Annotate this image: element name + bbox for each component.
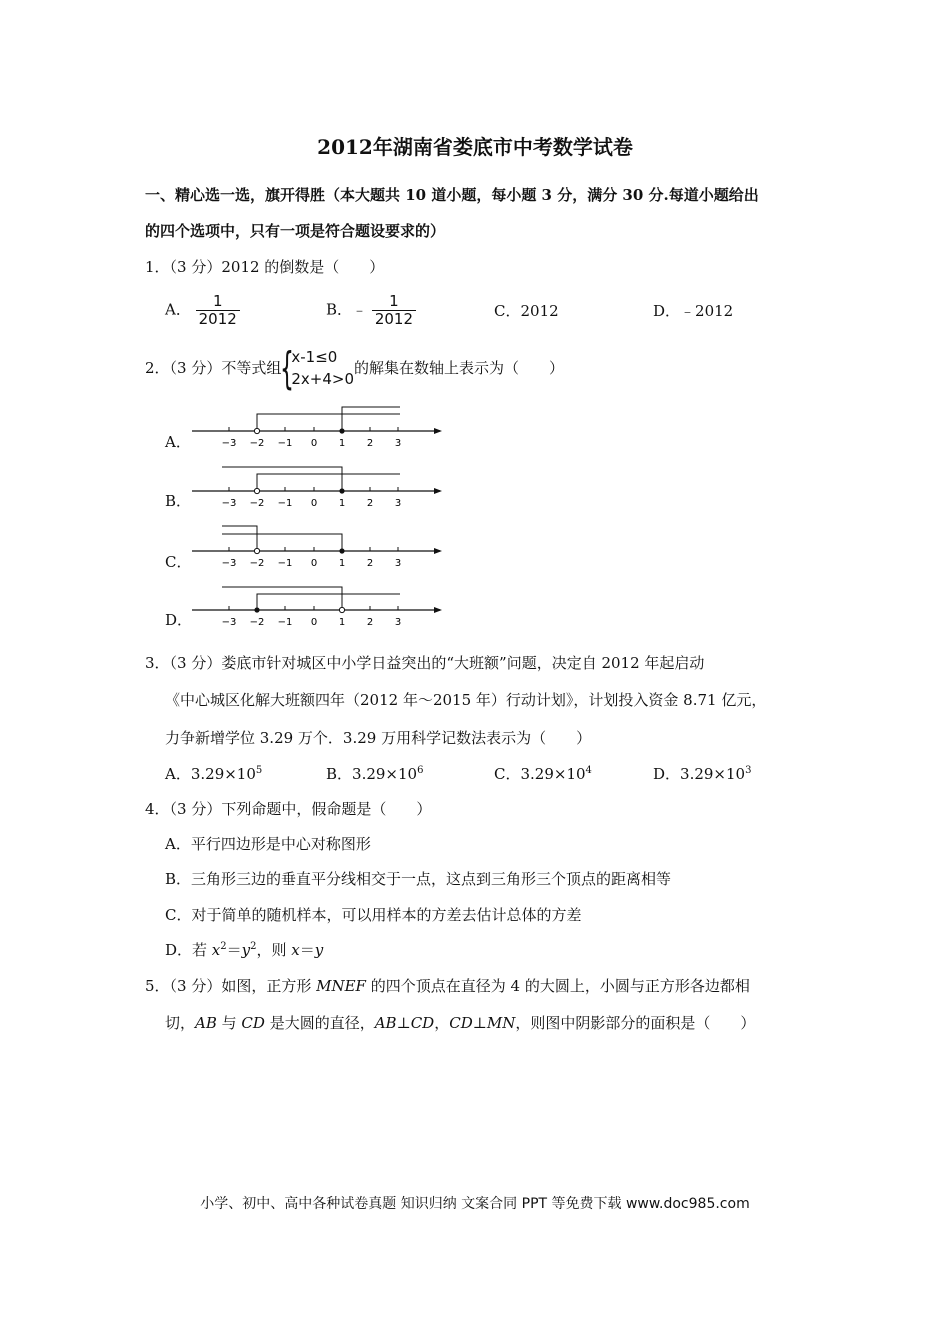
q5-ab2: AB — [374, 1014, 397, 1032]
q3-d-base: D．3.29×10 — [653, 765, 746, 783]
q1-a-fraction — [196, 293, 240, 328]
q2-inequality-1: x-1≤0 — [291, 348, 338, 366]
tick-label: 3 — [394, 498, 402, 509]
footer: 小学、初中、高中各种试卷真题 知识归纳 文案合同 PPT 等免费下载 www.doc985.com — [200, 1196, 750, 1212]
number-line-c — [190, 522, 450, 578]
q1-option-c: C．2012 — [494, 302, 559, 320]
q4-stem: 4．（3 分）下列命题中，假命题是（ ） — [145, 800, 432, 818]
number-line-b — [190, 462, 450, 518]
q5-ab: AB — [195, 1014, 217, 1032]
q1-b-denominator: 2012 — [374, 310, 414, 328]
tick-label: 3 — [394, 558, 402, 569]
number-line-a — [190, 402, 450, 458]
tick-label: −1 — [277, 498, 293, 509]
tick-label: −1 — [277, 558, 293, 569]
tick-label: −1 — [277, 438, 293, 449]
q1-b-fraction — [372, 293, 416, 328]
q4-d-x2: x — [291, 941, 300, 959]
q4-d-x: x — [211, 941, 221, 959]
q2-inequality-2: 2x+4>0 — [291, 370, 355, 388]
tick-label: 1 — [338, 438, 346, 449]
tick-label: 3 — [394, 617, 402, 628]
q5-mid: 是大圆的直径， — [264, 1014, 375, 1032]
q1-option-b — [326, 293, 416, 328]
tick-label: 2 — [366, 558, 374, 569]
tick-label: 0 — [310, 617, 318, 628]
q3-b-base: B．3.29×10 — [326, 765, 418, 783]
q3-option-b — [326, 763, 423, 784]
q5-line2 — [165, 1012, 755, 1033]
tick-label: −3 — [221, 558, 237, 569]
q4-d-eq2: ＝ — [299, 941, 315, 959]
q3-c-base: C．3.29×10 — [494, 765, 586, 783]
q4-option-b: B．三角形三边的垂直平分线相交于一点，这点到三角形三个顶点的距离相等 — [165, 870, 672, 888]
q2-option-a-label: A． — [165, 433, 191, 451]
page-title: 2012年湖南省娄底市中考数学试卷 — [317, 135, 633, 159]
tick-label: 1 — [338, 498, 346, 509]
q1-b-label: B． — [326, 300, 353, 319]
q5-line2-prefix: 切， — [165, 1014, 196, 1032]
tick-label: 2 — [366, 617, 374, 628]
q5-line1 — [145, 975, 750, 996]
q4-d-exp2: 2 — [250, 941, 257, 952]
q2-brace: { — [280, 343, 295, 394]
q1-b-numerator: 1 — [372, 293, 416, 311]
tick-label: −1 — [277, 617, 293, 628]
tick-label: 1 — [338, 558, 346, 569]
q3-line3: 力争新增学位 3.29 万个．3.29 万用科学记数法表示为（ ） — [165, 729, 592, 747]
q2-option-c-label: C． — [165, 553, 192, 571]
q3-option-a — [165, 763, 262, 784]
q4-option-a: A．平行四边形是中心对称图形 — [165, 835, 371, 853]
q5-line2-suffix: ，则图中阴影部分的面积是（ ） — [515, 1014, 756, 1032]
q3-c-exponent: 4 — [585, 765, 592, 776]
q2-prefix: 2．（3 分）不等式组 — [145, 359, 282, 377]
q3-a-base: A．3.29×10 — [165, 765, 256, 783]
section-heading-line2: 的四个选项中，只有一项是符合题设要求的） — [145, 222, 446, 240]
tick-label: 3 — [394, 438, 402, 449]
q2-stem — [145, 343, 565, 394]
number-line-d — [190, 581, 450, 637]
q5-cd: CD — [241, 1014, 265, 1032]
tick-label: −2 — [249, 558, 265, 569]
q1-option-d: D．﹣2012 — [653, 302, 734, 320]
q4-d-prefix: D．若 — [165, 941, 212, 959]
q4-d-eq: ＝ — [226, 941, 242, 959]
section-heading-line1: 一、精心选一选，旗开得胜（本大题共 10 道小题，每小题 3 分，满分 30 分.每道小题给出 — [145, 186, 759, 204]
q3-d-exponent: 3 — [745, 765, 752, 776]
q5-yu: 与 — [216, 1014, 242, 1032]
q1-a-label: A． — [165, 300, 191, 319]
q3-line1: 3．（3 分）娄底市针对城区中小学日益突出的“大班额”问题，决定自 2012 年起启动 — [145, 654, 705, 672]
tick-label: 0 — [310, 498, 318, 509]
tick-label: 2 — [366, 438, 374, 449]
tick-label: 1 — [338, 617, 346, 628]
q1-stem: 1．（3 分）2012 的倒数是（ ） — [145, 258, 385, 276]
tick-label: −2 — [249, 617, 265, 628]
q4-option-c: C．对于简单的随机样本，可以用样本的方差去估计总体的方差 — [165, 906, 582, 924]
tick-label: −2 — [249, 438, 265, 449]
q2-inequality-system — [280, 343, 355, 394]
q3-option-c — [494, 763, 592, 784]
tick-label: −3 — [221, 498, 237, 509]
tick-label: −3 — [221, 617, 237, 628]
q5-perp1: ⊥ — [396, 1014, 411, 1032]
q5-perp2: ⊥ — [472, 1014, 487, 1032]
q3-a-exponent: 5 — [255, 765, 263, 776]
q5-mnef: MNEF — [316, 977, 366, 995]
q5-mn: MN — [486, 1014, 516, 1032]
q4-d-then: ，则 — [256, 941, 292, 959]
q4-d-y2: y — [314, 941, 324, 959]
q5-cd3: CD — [449, 1014, 473, 1032]
tick-label: −2 — [249, 498, 265, 509]
q1-option-a — [165, 293, 240, 328]
tick-label: 2 — [366, 498, 374, 509]
tick-label: 0 — [310, 438, 318, 449]
q3-line2: 《中心城区化解大班额四年（2012 年～2015 年）行动计划》，计划投入资金 8.71 亿元， — [165, 691, 767, 709]
q2-suffix: 的解集在数轴上表示为（ ） — [354, 359, 565, 377]
q1-a-denominator: 2012 — [198, 310, 237, 328]
q1-a-numerator: 1 — [196, 293, 240, 311]
q4-option-d — [165, 939, 323, 960]
q1-b-sign: ﹣ — [352, 300, 368, 319]
q5-line1-prefix: 5．（3 分）如图，正方形 — [145, 977, 317, 995]
q5-cd2: CD — [410, 1014, 435, 1032]
q3-b-exponent: 6 — [417, 765, 424, 776]
q2-option-d-label: D． — [165, 611, 193, 629]
q5-line1-suffix: 的四个顶点在直径为 4 的大圆上，小圆与正方形各边都相 — [365, 977, 750, 995]
tick-label: −3 — [221, 438, 237, 449]
q2-option-b-label: B． — [165, 492, 192, 510]
q5-comma: ， — [434, 1014, 450, 1032]
tick-label: 0 — [310, 558, 318, 569]
q3-option-d — [653, 763, 751, 784]
q4-d-y: y — [241, 941, 251, 959]
q4-d-exp1: 2 — [220, 941, 227, 952]
